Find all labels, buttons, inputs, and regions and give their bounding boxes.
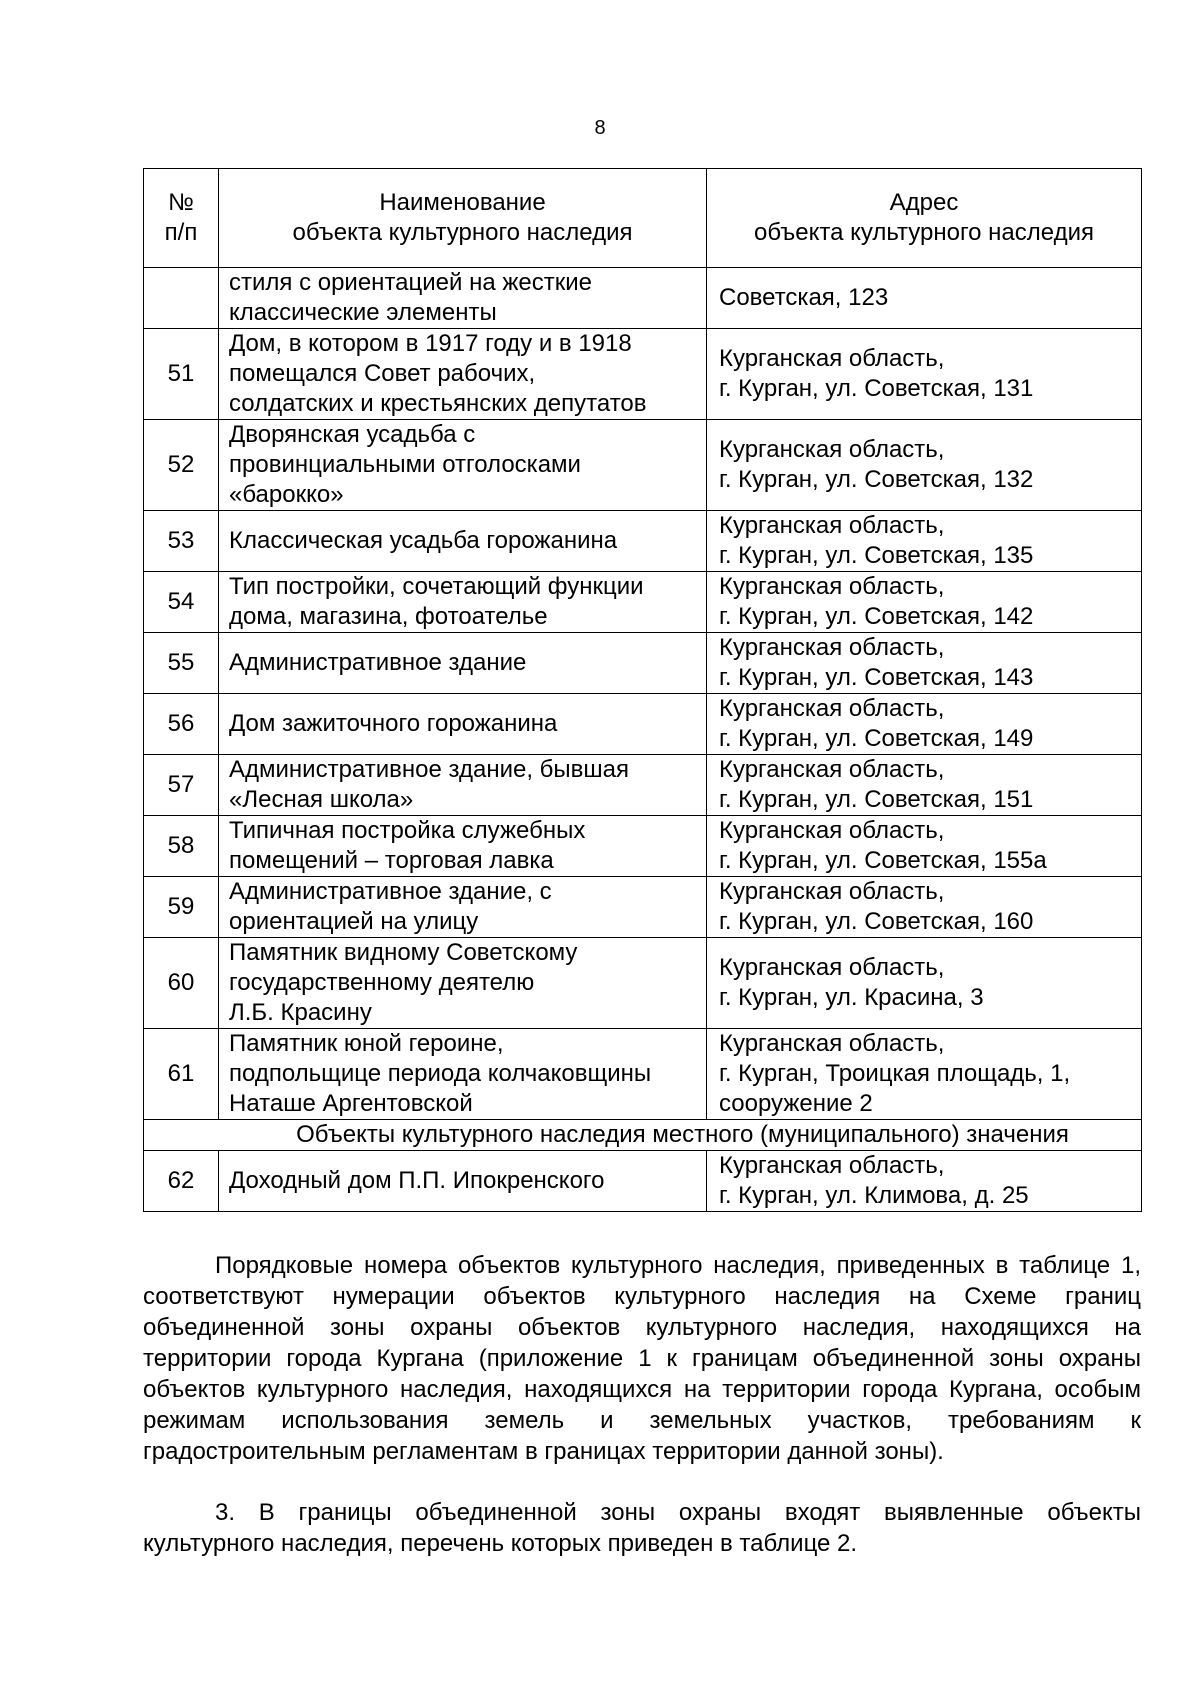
cell-name-line: стиля с ориентацией на жесткие	[229, 269, 592, 296]
cell-number	[144, 268, 219, 329]
cell-name	[219, 420, 707, 511]
cell-name-line: государственному деятелю	[229, 969, 535, 996]
cell-address-line: г. Курган, ул. Климова, д. 25	[719, 1182, 1029, 1209]
cell-name	[219, 877, 707, 938]
table-row	[144, 268, 1142, 329]
cell-address-line: Курганская область,	[719, 634, 945, 661]
cell-name-line: помещений – торговая лавка	[229, 847, 554, 874]
paragraph-numbering-note: Порядковые номера объектов культурного наследия, приведенных в таблице 1, соответствуют нумерации объектов культурного наследия на Схеме границ объединенной зоны охраны объектов культурного наследия, находящихся на территории города Кургана (приложение 1 к границам объединенной зоны охраны объектов культурного наследия, находящихся на территории города Кургана, особым режимам использования земель и земельных участков, требованиям к градостроительным регламентам в границах территории данной зоны).	[143, 1252, 1141, 1465]
cell-name	[219, 329, 707, 420]
cell-number: 60	[144, 938, 219, 1029]
cell-number: 51	[144, 329, 219, 420]
cell-address-line: г. Курган, ул. Советская, 151	[719, 786, 1034, 813]
cell-address	[707, 938, 1142, 1029]
cell-name-line: Дом зажиточного горожанина	[229, 710, 558, 737]
cell-number: 55	[144, 633, 219, 694]
paragraph-zone-boundaries: 3. В границы объединенной зоны охраны входят выявленные объекты культурного наследия, перечень которых приведен в таблице 2.	[143, 1499, 1141, 1557]
cell-name	[219, 816, 707, 877]
header-address: Адрес объекта культурного наследия	[707, 169, 1142, 268]
heritage-objects-table	[143, 168, 1142, 1212]
cell-name-line: Наташе Аргентовской	[229, 1090, 473, 1117]
cell-address-line: г. Курган, ул. Советская, 160	[719, 908, 1034, 935]
table-section-local	[144, 1120, 1142, 1151]
cell-number: 58	[144, 816, 219, 877]
cell-name	[219, 1029, 707, 1120]
cell-name-line: «Лесная школа»	[229, 786, 414, 813]
cell-number: 53	[144, 511, 219, 572]
cell-name-line: классические элементы	[229, 299, 497, 326]
cell-address-line: г. Курган, ул. Советская, 142	[719, 603, 1034, 630]
cell-address	[707, 1029, 1142, 1120]
cell-number: 52	[144, 420, 219, 511]
table-row	[144, 1029, 1142, 1120]
cell-number: 59	[144, 877, 219, 938]
table-row	[144, 877, 1142, 938]
cell-number: 56	[144, 694, 219, 755]
cell-address-line: Курганская область,	[719, 436, 945, 463]
cell-address	[707, 816, 1142, 877]
cell-name-line: Дом, в котором в 1917 году и в 1918	[229, 330, 632, 357]
cell-number: 62	[144, 1151, 219, 1212]
table-row	[144, 694, 1142, 755]
cell-name	[219, 572, 707, 633]
cell-name-line: Памятник юной героине,	[229, 1030, 504, 1057]
cell-address-line: г. Курган, ул. Советская, 135	[719, 542, 1034, 569]
cell-address-line: г. Курган, ул. Советская, 149	[719, 725, 1034, 752]
cell-name-line: Тип постройки, сочетающий функции	[229, 573, 644, 600]
table-row	[144, 816, 1142, 877]
cell-address-line: Курганская область,	[719, 1030, 945, 1057]
cell-name	[219, 268, 707, 329]
cell-name-line: провинциальными отголосками	[229, 451, 581, 478]
cell-name	[219, 694, 707, 755]
cell-name	[219, 755, 707, 816]
cell-address-line: г. Курган, ул. Советская, 155а	[719, 847, 1047, 874]
cell-name-line: Л.Б. Красину	[229, 999, 372, 1026]
cell-name-line: Административное здание, с	[229, 878, 552, 905]
cell-address	[707, 511, 1142, 572]
cell-address	[707, 694, 1142, 755]
cell-number: 57	[144, 755, 219, 816]
cell-address-line: Курганская область,	[719, 954, 945, 981]
table-row	[144, 755, 1142, 816]
cell-name-line: Памятник видному Советскому	[229, 939, 578, 966]
cell-address	[707, 420, 1142, 511]
cell-name-line: «барокко»	[229, 481, 344, 508]
cell-name-line: подпольщице периода колчаковщины	[229, 1060, 652, 1087]
cell-name-line: Типичная постройка служебных	[229, 817, 586, 844]
cell-address	[707, 755, 1142, 816]
table-body	[144, 268, 1142, 1120]
cell-address-line: Курганская область,	[719, 756, 945, 783]
cell-name	[219, 938, 707, 1029]
cell-name-line: Дворянская усадьба с	[229, 421, 476, 448]
cell-name-line: солдатских и крестьянских депутатов	[229, 390, 647, 417]
cell-address-line: Курганская область,	[719, 1152, 945, 1179]
section-title: Объекты культурного наследия местного (муниципального) значения	[144, 1120, 1142, 1151]
cell-name-line: Доходный дом П.П. Ипокренского	[229, 1167, 605, 1194]
cell-address-line: Курганская область,	[719, 512, 945, 539]
cell-address-line: г. Курган, ул. Советская, 131	[719, 375, 1034, 402]
table-row	[144, 420, 1142, 511]
cell-address-line: Курганская область,	[719, 573, 945, 600]
cell-address-line: г. Курган, ул. Красина, 3	[719, 984, 984, 1011]
header-number: № п/п	[144, 169, 219, 268]
cell-address	[707, 877, 1142, 938]
table-row	[144, 633, 1142, 694]
page-number: 8	[594, 117, 606, 139]
cell-name-line: помещался Совет рабочих,	[229, 360, 536, 387]
table-row	[144, 329, 1142, 420]
cell-address-line: Советская, 123	[719, 284, 889, 311]
table-row	[144, 572, 1142, 633]
header-name: Наименование объекта культурного наследия	[219, 169, 707, 268]
cell-address-line: Курганская область,	[719, 878, 945, 905]
cell-address-line: г. Курган, ул. Советская, 143	[719, 664, 1034, 691]
section-title-row	[144, 1120, 1142, 1151]
cell-address-line: Курганская область,	[719, 695, 945, 722]
cell-name-line: Административное здание	[229, 649, 527, 676]
cell-name-line: Административное здание, бывшая	[229, 756, 630, 783]
cell-address	[707, 329, 1142, 420]
cell-name	[219, 511, 707, 572]
cell-address	[707, 268, 1142, 329]
cell-name	[219, 1151, 707, 1212]
cell-address-line: Курганская область,	[719, 345, 945, 372]
cell-address-line: г. Курган, ул. Советская, 132	[719, 466, 1034, 493]
table-row	[144, 1151, 1142, 1212]
cell-address	[707, 572, 1142, 633]
cell-number: 61	[144, 1029, 219, 1120]
cell-name-line: Классическая усадьба горожанина	[229, 527, 618, 554]
table-header-row	[144, 169, 1142, 268]
cell-address-line: г. Курган, Троицкая площадь, 1,	[719, 1060, 1071, 1087]
cell-name-line: ориентацией на улицу	[229, 908, 479, 935]
cell-address-line: Курганская область,	[719, 817, 945, 844]
table-row	[144, 938, 1142, 1029]
cell-address-line: сооружение 2	[719, 1090, 873, 1117]
cell-name	[219, 633, 707, 694]
cell-name-line: дома, магазина, фотоателье	[229, 603, 548, 630]
table-row	[144, 511, 1142, 572]
cell-address	[707, 633, 1142, 694]
cell-address	[707, 1151, 1142, 1212]
cell-number: 54	[144, 572, 219, 633]
table-body-local	[144, 1151, 1142, 1212]
